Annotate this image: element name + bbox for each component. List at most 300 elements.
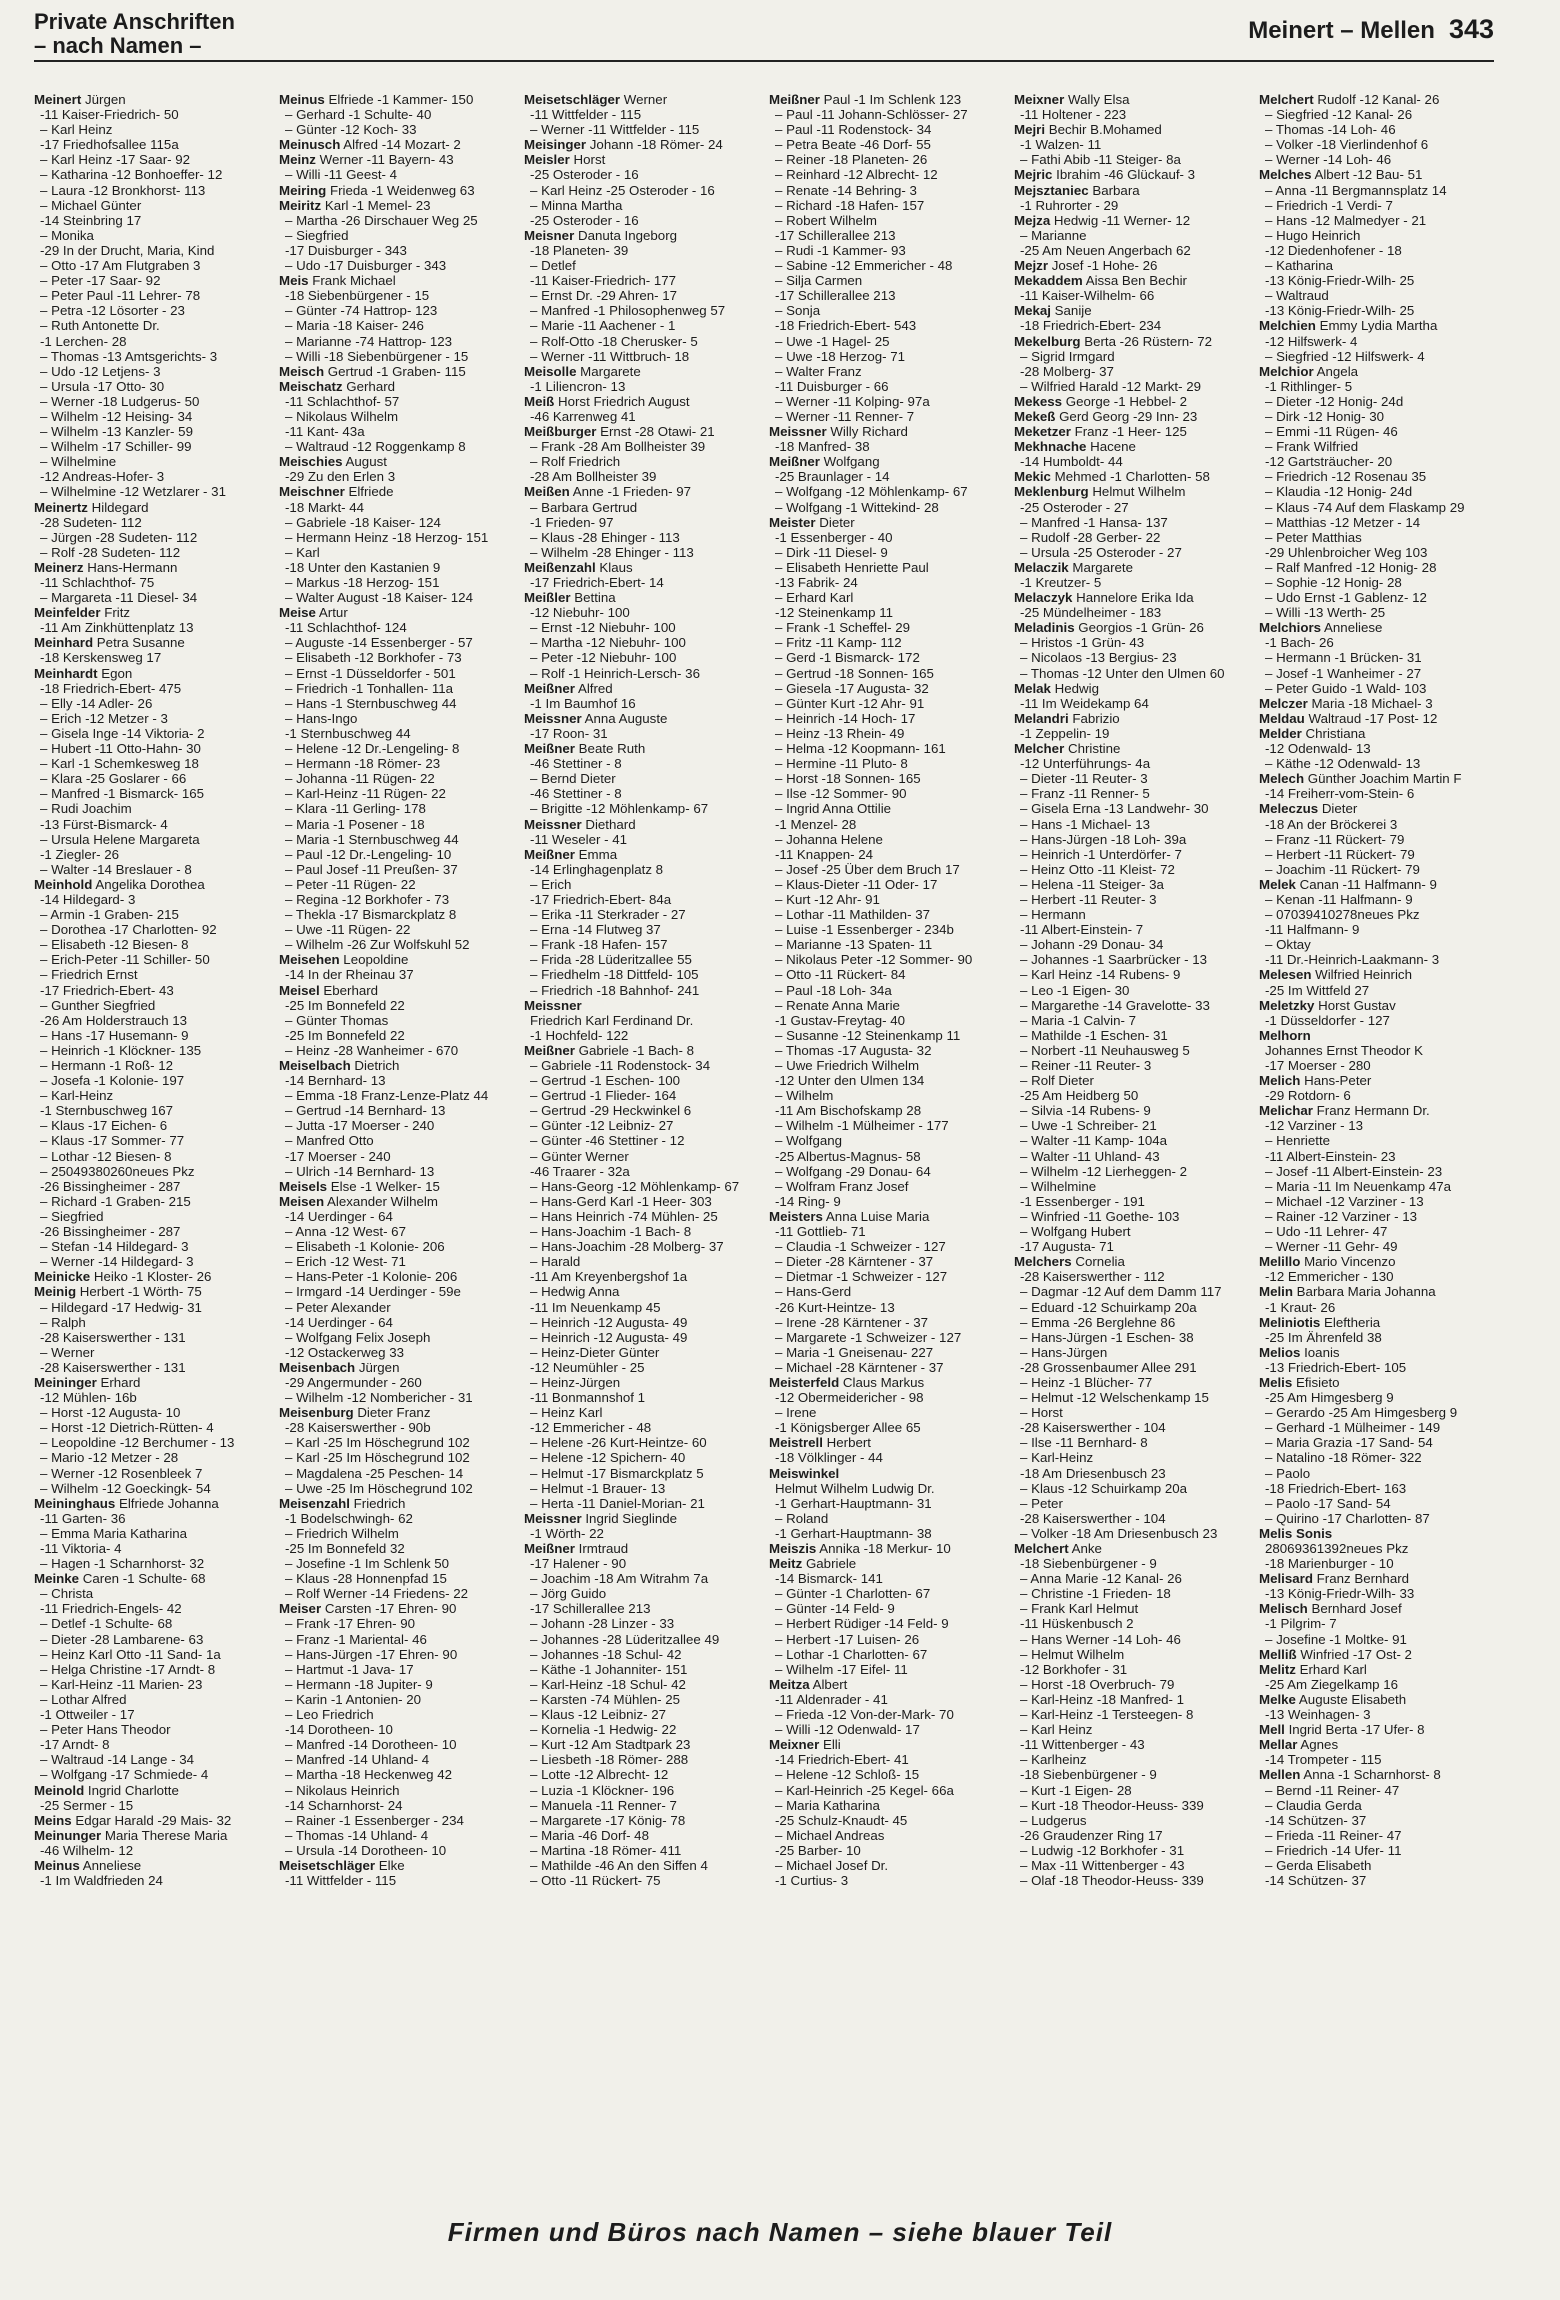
listing-line: – Heinz -13 Rhein- 49 <box>775 725 905 741</box>
surname: Meisetschläger <box>524 92 621 107</box>
surname: Meinusch <box>279 137 341 153</box>
listing-line: – Wilhelm -17 Schiller- 99 <box>40 439 192 455</box>
listing-line: – Frank -1 Scheffel- 29 <box>775 620 911 636</box>
surname: Meissner <box>524 710 582 726</box>
listing-line: – Max -11 Wittenberger - 43 <box>1020 1857 1185 1873</box>
listing-line: – Henriette <box>1265 1133 1331 1149</box>
listing-surname-line: Mekic Mehmed -1 Charlotten- 58 <box>1014 469 1210 485</box>
listing-line: – Barbara Gertrud <box>530 499 638 515</box>
surname: Meissner <box>524 1510 582 1526</box>
listing-line: – Ursula -17 Otto- 30 <box>40 378 165 394</box>
listing-line: – Manfred Otto <box>285 1133 374 1149</box>
listing-line: – Liesbeth -18 Römer- 288 <box>530 1752 689 1768</box>
listing-surname-line <box>1259 1526 1494 1541</box>
listing-line: – Sabine -12 Emmericher - 48 <box>775 258 953 274</box>
surname: Mejza <box>1014 212 1051 228</box>
listing-line: – Helma -12 Koopmann- 161 <box>775 741 946 757</box>
listing-surname-line: Melin Barbara Maria Johanna <box>1259 1284 1436 1300</box>
listing-line: – Dorothea -17 Charlotten- 92 <box>40 922 217 938</box>
surname: Meißenzahl <box>524 559 596 575</box>
listing-line: -14 Dorotheen- 10 <box>285 1722 393 1738</box>
listing-line: -46 Karrenweg 41 <box>530 408 636 424</box>
surname: Mejzr <box>1014 258 1048 274</box>
listing-line: – Hans-Gerd <box>775 1284 852 1300</box>
surname: Meinig <box>34 1284 77 1300</box>
listing-line: – Maria Katharina <box>775 1797 880 1813</box>
listing-line: – Friedrich -18 Bahnhof- 241 <box>530 982 700 998</box>
listing-line: – Ursula -25 Osteroder - 27 <box>1020 544 1182 560</box>
listing-line: – Uwe -18 Herzog- 71 <box>775 348 906 364</box>
listing-line: – Herbert -17 Luisen- 26 <box>775 1631 920 1647</box>
listing-line: -11 Wittenberger - 43 <box>1020 1737 1145 1753</box>
listing-surname-line: Melitz Erhard Karl <box>1259 1661 1367 1677</box>
listing-line: – Gerd -1 Bismarck- 172 <box>775 650 920 666</box>
listing-line: – Karl-Heinz -11 Marien- 23 <box>40 1676 203 1692</box>
listing-line: – Erika -11 Sterkrader - 27 <box>530 907 686 923</box>
surname: Mekaj <box>1014 303 1051 319</box>
listing-surname-line: Meißler Bettina <box>524 590 616 606</box>
listing-line: – Ingrid Anna Ottilie <box>775 801 892 817</box>
listing-line: – Armin -1 Graben- 215 <box>40 907 179 923</box>
listing-line: -14 Uerdinger - 64 <box>285 1208 393 1224</box>
listing-line: – Christa <box>40 1586 94 1602</box>
listing-line: – Käthe -12 Odenwald- 13 <box>1265 756 1421 772</box>
surname: Meinertz <box>34 499 88 515</box>
listing-line: – Ralph <box>40 1314 86 1330</box>
listing-line: – Werner -14 Hildegard- 3 <box>40 1254 194 1270</box>
listing-surname-line: Melchien Emmy Lydia Martha <box>1259 318 1438 334</box>
listing-surname-line: Meissner Diethard <box>524 816 636 832</box>
listing-line: -25 Braunlager - 14 <box>775 469 890 485</box>
surname: Meketzer <box>1014 424 1071 440</box>
listing-line: – Horst -18 Overbruch- 79 <box>1020 1676 1175 1692</box>
listing-line: – Uwe -1 Hagel- 25 <box>775 333 890 349</box>
listing-line: – Udo -11 Lehrer- 47 <box>1265 1224 1388 1240</box>
listing-line: – Manfred -14 Uhland- 4 <box>285 1752 430 1768</box>
listing-surname-line: Mejric Ibrahim -46 Glückauf- 3 <box>1014 167 1196 183</box>
surname: Meisinger <box>524 137 587 153</box>
listing-line: -11 Wittfelder - 115 <box>530 107 642 123</box>
listing-line: – Helmut -17 Bismarckplatz 5 <box>530 1465 704 1481</box>
listing-line: – Werner -12 Rosenbleek 7 <box>40 1465 203 1481</box>
listing-line: – Elisabeth -12 Biesen- 8 <box>40 937 189 953</box>
listing-surname-line: Melich Hans-Peter <box>1259 1073 1372 1089</box>
surname: Meininghaus <box>34 1495 116 1511</box>
listing-line: – Peter Matthias <box>1265 529 1362 545</box>
listing-surname-line: Mekhnache Hacene <box>1014 439 1136 455</box>
surname: Meiselbach <box>279 1058 351 1073</box>
listing-line: -18 Unter den Kastanien 9 <box>285 559 441 575</box>
listing-line: – Kurt -12 Ahr- 91 <box>775 891 880 907</box>
listing-surname-line: Melke Auguste Elisabeth <box>1259 1691 1407 1707</box>
surname: Meischatz <box>279 378 343 394</box>
listing-line: -17 Schillerallee 213 <box>775 288 896 304</box>
listing-line: – Margarete -17 König- 78 <box>530 1812 686 1828</box>
listing-line: -1 Lerchen- 28 <box>40 333 127 349</box>
footer-note: Firmen und Büros nach Namen – siehe blauer Teil <box>447 2217 1113 2247</box>
listing-line: – Hildegard -17 Hedwig- 31 <box>40 1299 202 1315</box>
listing-line: -18 Manfred- 38 <box>775 439 870 455</box>
listing-line: – Dieter -12 Honig- 24d <box>1265 393 1404 409</box>
listing-line: – Wolfgang Hubert <box>1020 1224 1131 1240</box>
listing-line: – Michael Josef Dr. <box>775 1857 889 1873</box>
listing-line: Johannes Ernst Theodor K <box>1265 1042 1423 1058</box>
listing-surname-line: Meißburger Ernst -28 Otawi- 21 <box>524 424 715 440</box>
listing-line: -13 Weinhagen- 3 <box>1265 1707 1371 1723</box>
listing-line: -18 Am Driesenbusch 23 <box>1020 1465 1166 1481</box>
listing-line: – Paul -18 Loh- 34a <box>775 982 892 998</box>
listing-line: -11 Dr.-Heinrich-Laakmann- 3 <box>1265 952 1440 968</box>
listing-line: – Hans -1 Sternbuschweg 44 <box>285 695 457 711</box>
listing-line: – Ursula Helene Margareta <box>40 831 200 847</box>
listing-line: – Giesela -17 Augusta- 32 <box>775 680 929 696</box>
listing-line: – Thomas -14 Loh- 46 <box>1265 122 1396 138</box>
listing-line: – Franz -11 Renner- 5 <box>1020 786 1150 802</box>
listing-line: – Heinz -28 Wanheimer - 670 <box>285 1042 459 1058</box>
listing-line: – Hagen -1 Scharnhorst- 32 <box>40 1556 205 1572</box>
listing-line: -14 Schützen- 37 <box>1265 1873 1367 1889</box>
surname: Meinz <box>279 152 316 168</box>
listing-line: -46 Traarer - 32a <box>530 1163 630 1179</box>
listing-line: -1 Ziegler- 26 <box>40 846 120 862</box>
surname: Meisner <box>524 227 575 243</box>
listing-surname-line: Melchers Cornelia <box>1014 1254 1125 1270</box>
listing-line: -26 Bissingheimer - 287 <box>40 1178 181 1194</box>
listing-line: – Roland <box>775 1510 829 1526</box>
listing-surname-line: Meitza Albert <box>769 1676 848 1692</box>
surname: Meisters <box>769 1208 823 1224</box>
listing-line: – Peter -11 Rügen- 22 <box>285 876 416 892</box>
listing-line: – Sophie -12 Honig- 28 <box>1265 575 1402 590</box>
listing-line: -29 Zu den Erlen 3 <box>285 469 396 485</box>
listing-surname-line: Meisch Gertrud -1 Graben- 115 <box>279 363 466 379</box>
listing-surname-line: Meisetschläger Werner <box>524 92 668 107</box>
listing-line: – Ulrich -14 Bernhard- 13 <box>285 1163 435 1179</box>
listing-line: – Peter <box>1020 1495 1063 1511</box>
listing-surname-line: Meinig Herbert -1 Wörth- 75 <box>34 1284 202 1300</box>
listing-line: – Uwe Friedrich Wilhelm <box>775 1058 920 1073</box>
listing-line: -25 Im Bonnefeld 22 <box>285 997 405 1013</box>
listing-line: – Gisela Inge -14 Viktoria- 2 <box>40 725 205 741</box>
surname: Meklenburg <box>1014 484 1089 500</box>
listing-line: – Lothar -11 Mathilden- 37 <box>775 907 930 923</box>
surname: Meinus <box>279 92 325 107</box>
directory-column-3 <box>524 92 759 2197</box>
listing-line: – Günter -1 Charlotten- 67 <box>775 1586 931 1602</box>
surname: Meinert <box>34 92 82 107</box>
surname: Meinhardt <box>34 665 98 681</box>
listing-surname-line: Melis Efisieto <box>1259 1374 1340 1390</box>
listing-line: – Klara -25 Goslarer - 66 <box>40 771 187 787</box>
surname: Meißner <box>769 92 820 107</box>
listing-line: -28 Kaiserswerther - 131 <box>40 1329 186 1345</box>
listing-surname-line: Melcher Christine <box>1014 741 1121 757</box>
listing-surname-line: Melchert Anke <box>1014 1541 1102 1556</box>
listing-line: -1 Königsberger Allee 65 <box>775 1420 921 1436</box>
surname: Meischies <box>279 454 343 470</box>
surname: Melchers <box>1014 1254 1072 1270</box>
listing-line: – Erich-Peter -11 Schiller- 50 <box>40 952 210 968</box>
listing-line: – Gunther Siegfried <box>40 997 156 1013</box>
listing-line: – Maria -1 Gneisenau- 227 <box>775 1344 934 1360</box>
listing-line: -25 Sermer - 15 <box>40 1797 134 1813</box>
listing-surname-line: Meiß Horst Friedrich August <box>524 393 690 409</box>
surname: Mekess <box>1014 393 1063 409</box>
listing-line: – Heinrich -14 Hoch- 17 <box>775 710 916 726</box>
listing-line: – Nikolaus Heinrich <box>285 1782 400 1798</box>
listing-line: – Günter Thomas <box>285 1012 389 1028</box>
listing-line: – Johanna Helene <box>775 831 883 847</box>
listing-line: – Ruth Antonette Dr. <box>40 318 160 334</box>
listing-surname-line: Meins Edgar Harald -29 Mais- 32 <box>34 1812 232 1828</box>
listing-line: – Petra -12 Lösorter - 23 <box>40 303 185 319</box>
listing-surname-line: Meisen Alexander Wilhelm <box>279 1193 438 1209</box>
listing-line: – Josef -11 Albert-Einstein- 23 <box>1265 1163 1443 1179</box>
listing-line: – Reiner -11 Reuter- 3 <box>1020 1058 1152 1073</box>
listing-surname-line: Meinusch Alfred -14 Mozart- 2 <box>279 137 461 153</box>
listing-line: -28 Kaiserswerther - 112 <box>1020 1269 1165 1285</box>
listing-line: – Frank Wilfried <box>1265 439 1359 455</box>
listing-surname-line: Mejsztaniec Barbara <box>1014 182 1140 198</box>
listing-line: – Uwe -25 Im Höschegrund 102 <box>285 1480 473 1496</box>
surname: Meitza <box>769 1676 810 1692</box>
surname: Melke <box>1259 1691 1296 1707</box>
listing-surname-line: Meissner Willy Richard <box>769 424 908 440</box>
surname: Meinhard <box>34 635 94 651</box>
listing-line: – Hans-Jürgen -18 Loh- 39a <box>1020 831 1187 847</box>
listing-surname-line: Melech Günther Joachim Martin F <box>1259 771 1462 787</box>
listing-line: – Friedhelm -18 Dittfeld- 105 <box>530 967 699 983</box>
listing-line: – Hans-Jürgen -1 Eschen- 38 <box>1020 1329 1194 1345</box>
surname: Meinhold <box>34 876 93 892</box>
listing-line: – Helene -12 Schloß- 15 <box>775 1767 920 1783</box>
listing-line: – Josefine -1 Im Schlenk 50 <box>285 1556 450 1572</box>
listing-line: -25 Albertus-Magnus- 58 <box>775 1148 921 1164</box>
listing-line: – Martha -12 Niebuhr- 100 <box>530 635 686 651</box>
surname: Meisen <box>279 1193 325 1209</box>
listing-surname-line: Meinhard Petra Susanne <box>34 635 185 651</box>
listing-line: -17 Augusta- 71 <box>1020 1239 1114 1255</box>
listing-line: – Udo -12 Letjens- 3 <box>40 363 161 379</box>
listing-line: – Heinz Otto -11 Kleist- 72 <box>1020 861 1175 877</box>
listing-line: -14 Bernhard- 13 <box>285 1073 386 1089</box>
surname: Meissner <box>524 997 582 1013</box>
listing-line: – Helene -26 Kurt-Heintze- 60 <box>530 1435 707 1451</box>
listing-surname-line: Mekeß Gerd Georg -29 Inn- 23 <box>1014 408 1198 424</box>
listing-line: – Lotte -12 Albrecht- 12 <box>530 1767 669 1783</box>
listing-line: – Hedwig Anna <box>530 1284 620 1300</box>
listing-line: – Wolfgang -17 Schmiede- 4 <box>40 1767 209 1783</box>
listing-line: – Emma Maria Katharina <box>40 1525 188 1541</box>
listing-line: – Michael -12 Varziner - 13 <box>1265 1193 1424 1209</box>
listing-line: – Katharina -12 Bonhoeffer- 12 <box>40 167 223 183</box>
listing-line: – Herbert Rüdiger -14 Feld- 9 <box>775 1616 949 1632</box>
listing-line: -26 Am Holderstrauch 13 <box>40 1012 188 1028</box>
listing-line: – Karl Heinz -14 Rubens- 9 <box>1020 967 1181 983</box>
listing-line: – Michael Günter <box>40 197 142 213</box>
listing-line: – Wilhelm <box>775 1088 834 1104</box>
listing-surname-line: Melandri Fabrizio <box>1014 710 1120 726</box>
listing-line: – Lothar -1 Charlotten- 67 <box>775 1646 928 1662</box>
surname: Meldau <box>1259 710 1305 726</box>
listing-surname-line: Meissner Ingrid Sieglinde <box>524 1510 678 1526</box>
listing-surname-line: Meise Artur <box>279 605 348 621</box>
listing-line: – Markus -18 Herzog- 151 <box>285 575 440 590</box>
listing-line: -26 Graudenzer Ring 17 <box>1020 1827 1163 1843</box>
listing-line: -18 Friedrich-Ebert- 234 <box>1020 318 1162 334</box>
surname: Meise <box>279 605 316 621</box>
surname: Meistrell <box>769 1435 823 1451</box>
listing-line: – Karl-Heinz <box>1020 1450 1094 1466</box>
listing-line: -17 Duisburger - 343 <box>285 242 407 258</box>
listing-line: -28 Grossenbaumer Allee 291 <box>1020 1359 1197 1375</box>
listing-line: – Heinz -1 Blücher- 77 <box>1020 1374 1153 1390</box>
listing-line: – Luise -1 Essenberger - 234b <box>775 922 954 938</box>
surname: Meißler <box>524 590 571 606</box>
surname: Melliß <box>1259 1646 1297 1662</box>
listing-line: – Hans-Peter -1 Kolonie- 206 <box>285 1269 458 1285</box>
listing-line: – Otto -11 Rückert- 75 <box>530 1873 661 1889</box>
listing-line: – Willi -18 Siebenbürgener - 15 <box>285 348 469 364</box>
listing-surname-line: Meisenbach Jürgen <box>279 1359 400 1375</box>
listing-surname-line: Meißner Alfred <box>524 680 613 696</box>
listing-surname-line: Meixner Wally Elsa <box>1014 92 1130 107</box>
directory-column-1 <box>34 92 269 2197</box>
listing-surname-line: Meisterfeld Claus Markus <box>769 1374 925 1390</box>
listing-line: – Werner -14 Loh- 46 <box>1265 152 1392 168</box>
listing-line: – Rolf -1 Heinrich-Lersch- 36 <box>530 665 700 681</box>
listing-line: -25 Osteroder - 16 <box>530 167 639 183</box>
listing-line: -18 Siebenbürgener - 15 <box>285 288 430 304</box>
listing-line: -1 Kraut- 26 <box>1265 1299 1336 1315</box>
surname: Meißner <box>524 741 575 757</box>
listing-surname-line: Melchior Angela <box>1259 363 1359 379</box>
listing-line: – Manfred -1 Hansa- 137 <box>1020 514 1168 530</box>
listing-line: -17 Arndt- 8 <box>40 1737 110 1753</box>
surname: Melder <box>1259 725 1302 741</box>
listing-surname-line: Melliß Winfried -17 Ost- 2 <box>1259 1646 1412 1662</box>
listing-line: – Karl Heinz <box>1020 1722 1093 1738</box>
listing-line: – Johann -28 Linzer - 33 <box>530 1616 675 1632</box>
surname: Mekhnache <box>1014 439 1087 455</box>
listing-line: – Dieter -11 Reuter- 3 <box>1020 771 1148 787</box>
listing-line: -12 Diedenhofener - 18 <box>1265 242 1402 258</box>
listing-surname-line: Meininghaus Elfriede Johanna <box>34 1495 219 1511</box>
listing-line: -11 Friedrich-Engels- 42 <box>40 1601 182 1617</box>
listing-line: – Hugo Heinrich <box>1265 227 1361 243</box>
listing-surname-line: Meinus Anneliese <box>34 1857 142 1873</box>
listing-surname-line: Meinunger Maria Therese Maria <box>34 1827 228 1843</box>
listing-line: – Wolfgang <box>775 1133 843 1149</box>
listing-surname-line: Melder Christiana <box>1259 725 1366 741</box>
directory-column-4 <box>769 92 1004 2197</box>
listing-surname-line: Meischatz Gerhard <box>279 378 396 394</box>
listing-line: – Johannes -28 Lüderitzallee 49 <box>530 1631 720 1647</box>
listing-line: – Kenan -11 Halfmann- 9 <box>1265 891 1413 907</box>
listing-line: – Peter -17 Saar- 92 <box>40 273 161 289</box>
surname: Melchien <box>1259 318 1316 334</box>
listing-line: -13 Friedrich-Ebert- 105 <box>1265 1359 1407 1375</box>
listing-surname-line: Mekess George -1 Hebbel- 2 <box>1014 393 1187 409</box>
listing-line: – Robert Wilhelm <box>775 212 877 228</box>
listing-line: – Dietmar -1 Schweizer - 127 <box>775 1269 948 1285</box>
listing-surname-line: Meischies August <box>279 454 387 470</box>
surname: Meis <box>279 273 309 289</box>
listing-surname-line: Melek Canan -11 Halfmann- 9 <box>1259 876 1437 892</box>
surname: Meisch <box>279 363 325 379</box>
surname: Melhorn <box>1259 1027 1311 1043</box>
listing-line: – Friedrich Ernst <box>40 967 138 983</box>
listing-surname-line: Melchiors Anneliese <box>1259 620 1383 636</box>
listing-line: – Stefan -14 Hildegard- 3 <box>40 1239 189 1255</box>
listing-line: – Thekla -17 Bismarckplatz 8 <box>285 907 457 923</box>
surname: Meininger <box>34 1374 97 1390</box>
listing-line: – Uwe -1 Schreiber- 21 <box>1020 1118 1157 1134</box>
listing-line: -1 Gerhart-Hauptmann- 38 <box>775 1525 932 1541</box>
listing-surname-line: Mellar Agnes <box>1259 1737 1339 1753</box>
listing-line: Helmut Wilhelm Ludwig Dr. <box>775 1480 935 1496</box>
surname: Meiszis <box>769 1541 817 1556</box>
listing-surname-line: Mejza Hedwig -11 Werner- 12 <box>1014 212 1191 228</box>
listing-line: – Martha -26 Dirschauer Weg 25 <box>285 212 478 228</box>
listing-line: – Thomas -17 Augusta- 32 <box>775 1042 932 1058</box>
surname: Melek <box>1259 876 1296 892</box>
listing-line: – Dagmar -12 Auf dem Damm 117 <box>1020 1284 1222 1300</box>
listing-surname-line: Meisels Else -1 Welker- 15 <box>279 1178 440 1194</box>
listing-line: -11 Duisburger - 66 <box>775 378 889 394</box>
listing-line: – Heinz Karl Otto -11 Sand- 1a <box>40 1646 221 1662</box>
listing-line: – Udo -17 Duisburger - 343 <box>285 258 447 274</box>
listing-line: -14 Freiherr-vom-Stein- 6 <box>1265 786 1415 802</box>
listing-line: – Siegfried -12 Kanal- 26 <box>1265 107 1413 123</box>
listing-line: – Käthe -1 Johanniter- 151 <box>530 1661 688 1677</box>
listing-surname-line: Meißner Wolfgang <box>769 454 880 470</box>
listing-line: – Wolfgang Felix Joseph <box>285 1329 431 1345</box>
listing-line: – Martina -18 Römer- 411 <box>530 1842 682 1858</box>
surname: Melich <box>1259 1073 1301 1089</box>
listing-surname-line: Meininger Erhard <box>34 1374 141 1390</box>
listing-surname-line: Meinerz Hans-Hermann <box>34 559 178 575</box>
listing-line: – Michael Andreas <box>775 1827 885 1843</box>
listing-line: – Rudolf -28 Gerber- 22 <box>1020 529 1161 545</box>
listing-line: – Karl Heinz -17 Saar- 92 <box>40 152 191 168</box>
listing-surname-line: Meixner Elli <box>769 1737 841 1753</box>
surname: Melillo <box>1259 1254 1301 1270</box>
listing-line: -25 Am Himgesberg 9 <box>1265 1390 1394 1406</box>
listing-line: – Hans-Jürgen <box>1020 1344 1108 1360</box>
listing-line: – Anna Marie -12 Kanal- 26 <box>1020 1571 1182 1587</box>
listing-line: – Hans-Georg -12 Möhlenkamp- 67 <box>530 1178 740 1194</box>
listing-line: -1 Walzen- 11 <box>1020 137 1102 153</box>
listing-line: -13 Fabrik- 24 <box>775 575 858 590</box>
listing-line: -12 Steinenkamp 11 <box>775 605 894 621</box>
listing-line: – Johann -29 Donau- 34 <box>1020 937 1164 953</box>
listing-line: – Hubert -11 Otto-Hahn- 30 <box>40 741 201 757</box>
listing-line: – Renate -14 Behring- 3 <box>775 182 917 198</box>
listing-line: – Heinz Karl <box>530 1405 603 1421</box>
listing-line: – Irene -28 Kärntener - 37 <box>775 1314 929 1330</box>
listing-surname-line: Meisetschläger Elke <box>279 1857 405 1873</box>
listing-line: -29 In der Drucht, Maria, Kind <box>40 242 215 258</box>
listing-line: -14 Hildegard- 3 <box>40 891 136 907</box>
listing-line: – Helmut Wilhelm <box>1020 1646 1125 1662</box>
surname: Meisels <box>279 1178 328 1194</box>
listing-line: – Karl -25 Im Höschegrund 102 <box>285 1450 470 1466</box>
name-range-label: Meinert – Mellen <box>1248 17 1435 44</box>
listing-line: – Frank Karl Helmut <box>1020 1601 1139 1617</box>
listing-line: – Christine -1 Frieden- 18 <box>1020 1586 1171 1602</box>
listing-line: – Fathi Abib -11 Steiger- 8a <box>1020 152 1181 168</box>
